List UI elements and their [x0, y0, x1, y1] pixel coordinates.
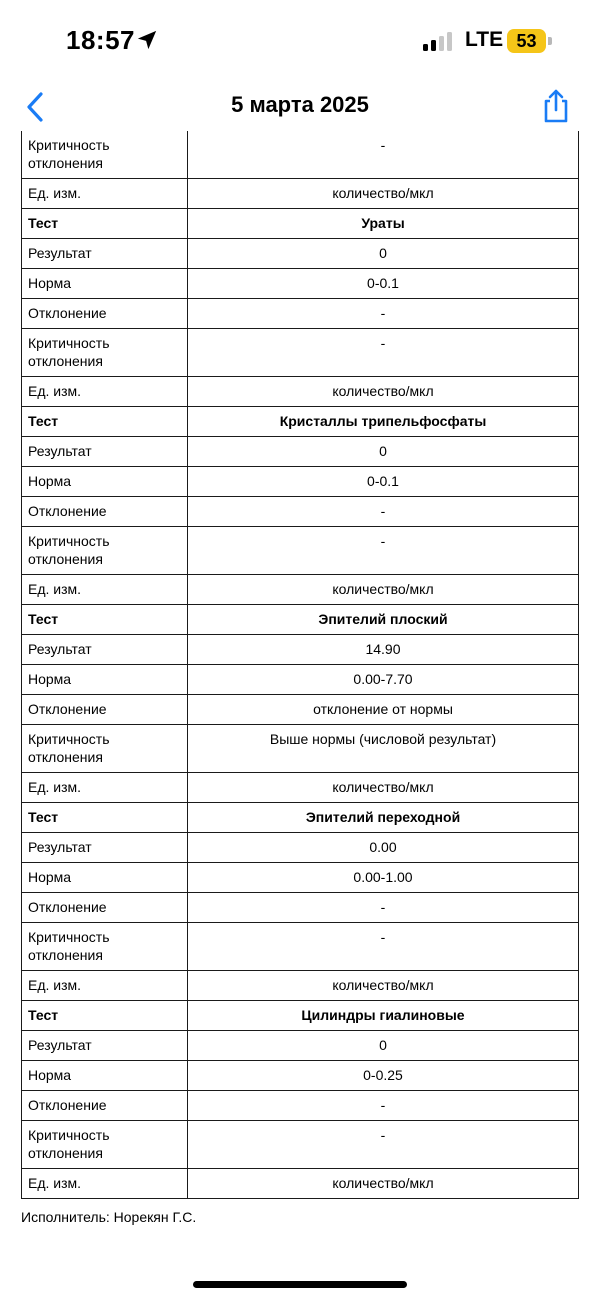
table-row — [22, 575, 579, 605]
criticality-value: Выше нормы (числовой результат) — [188, 725, 579, 773]
table-row — [22, 269, 579, 299]
row-label: Ед. изм. — [22, 1169, 188, 1199]
test-name: Цилиндры гиалиновые — [188, 1001, 579, 1031]
row-label: Отклонение — [22, 1091, 188, 1121]
row-label: Тест — [22, 1001, 188, 1031]
row-label: Норма — [22, 665, 188, 695]
criticality-value: - — [188, 527, 579, 575]
navigation-bar — [0, 80, 600, 132]
row-label: Критичность отклонения — [22, 329, 188, 377]
row-label: Норма — [22, 467, 188, 497]
home-indicator[interactable] — [193, 1281, 407, 1288]
test-name: Эпителий плоский — [188, 605, 579, 635]
table-row — [22, 1169, 579, 1199]
table-row — [22, 299, 579, 329]
row-label: Результат — [22, 239, 188, 269]
row-label: Критичность отклонения — [22, 527, 188, 575]
deviation-value: - — [188, 497, 579, 527]
row-label: Критичность отклонения — [22, 1121, 188, 1169]
row-label: Тест — [22, 605, 188, 635]
table-row — [22, 527, 579, 575]
row-label: Результат — [22, 1031, 188, 1061]
table-row — [22, 833, 579, 863]
table-row — [22, 893, 579, 923]
test-name: Кристаллы трипельфосфаты — [188, 407, 579, 437]
table-row — [22, 239, 579, 269]
table-row — [22, 971, 579, 1001]
page-title: 5 марта 2025 — [231, 92, 369, 117]
cellular-signal-icon — [423, 31, 455, 51]
table-row — [22, 1061, 579, 1091]
criticality-value: - — [188, 1121, 579, 1169]
row-label: Норма — [22, 1061, 188, 1091]
row-label: Результат — [22, 437, 188, 467]
unit-value: количество/мкл — [188, 971, 579, 1001]
norm-value: 0-0.1 — [188, 467, 579, 497]
battery-level: 53 — [516, 31, 537, 51]
result-value: 0 — [188, 1031, 579, 1061]
result-value: 0 — [188, 239, 579, 269]
table-row — [22, 665, 579, 695]
table-row — [22, 725, 579, 773]
unit-value: количество/мкл — [188, 575, 579, 605]
row-label: Критичность отклонения — [22, 923, 188, 971]
table-row — [22, 863, 579, 893]
test-header-row — [22, 209, 579, 239]
result-value: 14.90 — [188, 635, 579, 665]
table-row — [22, 467, 579, 497]
norm-value: 0.00-1.00 — [188, 863, 579, 893]
row-label: Ед. изм. — [22, 971, 188, 1001]
table-row — [22, 179, 579, 209]
test-header-row — [22, 605, 579, 635]
table-row — [22, 695, 579, 725]
table-row — [22, 131, 579, 179]
deviation-value: отклонение от нормы — [188, 695, 579, 725]
row-label: Тест — [22, 803, 188, 833]
table-row — [22, 377, 579, 407]
deviation-value: - — [188, 893, 579, 923]
status-bar — [0, 0, 600, 80]
row-value: количество/мкл — [188, 179, 579, 209]
location-arrow-icon — [136, 29, 158, 51]
executor-line: Исполнитель: Норекян Г.С. — [21, 1209, 197, 1225]
row-label: Критичность отклонения — [22, 725, 188, 773]
table-row — [22, 923, 579, 971]
deviation-value: - — [188, 299, 579, 329]
row-label: Ед. изм. — [22, 179, 188, 209]
row-label: Критичность отклонения — [22, 131, 188, 179]
table-row — [22, 329, 579, 377]
criticality-value: - — [188, 923, 579, 971]
row-label: Норма — [22, 269, 188, 299]
row-label: Тест — [22, 209, 188, 239]
table-row — [22, 437, 579, 467]
share-icon[interactable] — [540, 88, 572, 124]
norm-value: 0-0.25 — [188, 1061, 579, 1091]
table-row — [22, 1121, 579, 1169]
row-label: Ед. изм. — [22, 575, 188, 605]
row-label: Отклонение — [22, 695, 188, 725]
results-table-container — [21, 131, 578, 1199]
row-label: Отклонение — [22, 299, 188, 329]
table-row — [22, 1031, 579, 1061]
table-row — [22, 497, 579, 527]
test-name: Ураты — [188, 209, 579, 239]
battery-icon — [507, 29, 551, 53]
row-label: Тест — [22, 407, 188, 437]
row-label: Ед. изм. — [22, 773, 188, 803]
network-type: LTE — [465, 28, 504, 51]
row-value: - — [188, 131, 579, 179]
status-time: 18:57 — [66, 25, 135, 55]
norm-value: 0-0.1 — [188, 269, 579, 299]
result-value: 0 — [188, 437, 579, 467]
row-label: Норма — [22, 863, 188, 893]
test-name: Эпителий переходной — [188, 803, 579, 833]
row-label: Ед. изм. — [22, 377, 188, 407]
table-row — [22, 1091, 579, 1121]
unit-value: количество/мкл — [188, 1169, 579, 1199]
unit-value: количество/мкл — [188, 773, 579, 803]
criticality-value: - — [188, 329, 579, 377]
test-header-row — [22, 407, 579, 437]
table-row — [22, 773, 579, 803]
table-row — [22, 635, 579, 665]
test-header-row — [22, 1001, 579, 1031]
test-header-row — [22, 803, 579, 833]
row-label: Результат — [22, 635, 188, 665]
norm-value: 0.00-7.70 — [188, 665, 579, 695]
unit-value: количество/мкл — [188, 377, 579, 407]
results-table — [21, 131, 579, 1199]
row-label: Результат — [22, 833, 188, 863]
deviation-value: - — [188, 1091, 579, 1121]
row-label: Отклонение — [22, 893, 188, 923]
row-label: Отклонение — [22, 497, 188, 527]
result-value: 0.00 — [188, 833, 579, 863]
